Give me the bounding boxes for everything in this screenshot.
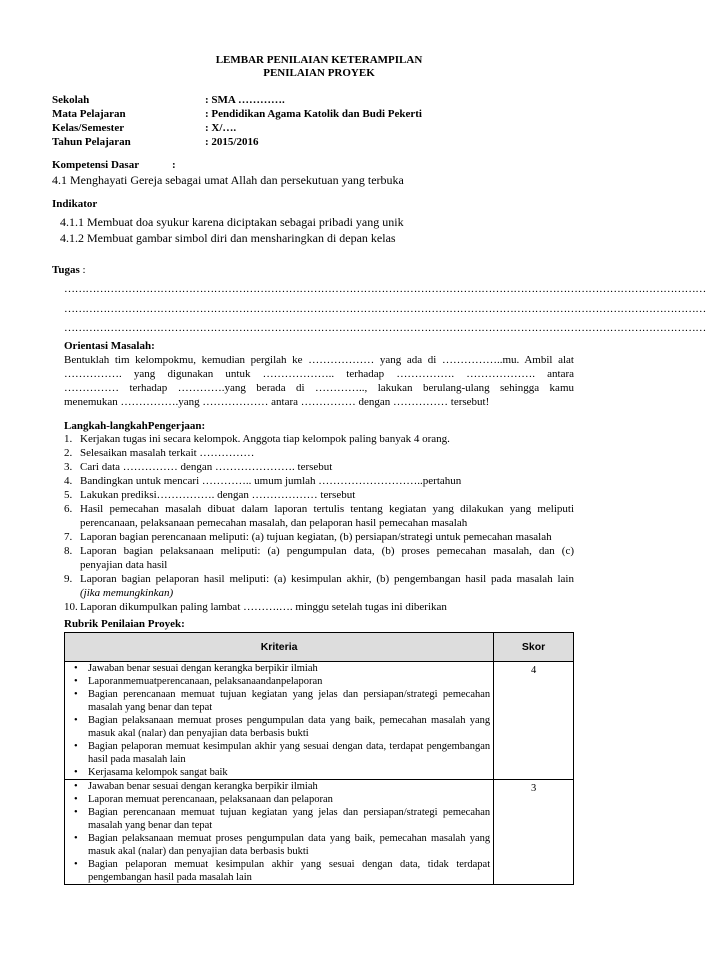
langkah-num-8: 8. xyxy=(64,545,73,557)
rubrik-header-kriteria: Kriteria xyxy=(65,633,494,662)
document-subtitle: PENILAIAN PROYEK xyxy=(263,67,375,79)
langkah-num-4: 4. xyxy=(64,475,73,487)
criteria-item: • Bagian perencanaan memuat tujuan kegiatan yang jelas dan persiapan/strategi pemecahan masalah yang benar dan tepat xyxy=(88,688,490,714)
langkah-text-8: Laporan bagian pelaksanaan meliputi: (a) pengumpulan data, (b) proses pemecahan masalah, dan (c) xyxy=(80,545,574,557)
criteria-item: • Jawaban benar sesuai dengan kerangka berpikir ilmiah xyxy=(88,662,490,675)
criteria-item: • Bagian pelaporan memuat kesimpulan akhir yang sesuai dengan data, terdapat pengembangan hasil pada masalah lain xyxy=(88,740,490,766)
langkah-num-9: 9. xyxy=(64,573,73,585)
rubrik-score-cell: 3 xyxy=(494,780,574,885)
rubrik-criteria-cell xyxy=(65,662,494,780)
langkah-text-4: Bandingkan untuk mencari ………….. umum jumlah ………………………..pertahun xyxy=(80,475,462,487)
langkah-num-7: 7. xyxy=(64,531,73,543)
kompetensi-colon: : xyxy=(172,159,176,171)
rubrik-criteria-cell xyxy=(65,780,494,885)
info-label-kelas: Kelas/Semester xyxy=(52,122,125,134)
langkah-text-9: Laporan bagian pelaporan hasil meliputi: (a) kesimpulan akhir, (b) pengembangan hasil pada masalah lain xyxy=(80,573,574,585)
rubrik-header-row xyxy=(65,633,574,662)
criteria-item: • Laporanmemuatperencanaan, pelaksanaandanpelaporan xyxy=(88,675,490,688)
rubrik-row-4 xyxy=(65,662,574,780)
langkah-heading: Langkah-langkahPengerjaan: xyxy=(64,420,206,432)
criteria-list xyxy=(68,662,490,779)
info-value-kelas: : X/…. xyxy=(205,122,237,134)
rubrik-header-skor: Skor xyxy=(494,633,574,662)
rubrik-row-3 xyxy=(65,780,574,885)
langkah-num-6: 6. xyxy=(64,503,73,515)
info-label-tahun: Tahun Pelajaran xyxy=(52,136,131,148)
tugas-heading xyxy=(52,264,86,277)
tugas-dotted-line-3: ……………………………………………………………………………………………………………………………………………………………… xyxy=(64,322,706,334)
info-value-tahun: : 2015/2016 xyxy=(205,136,259,148)
rubrik-heading: Rubrik Penilaian Proyek: xyxy=(64,618,185,630)
criteria-item: • Laporan memuat perencanaan, pelaksanaan dan pelaporan xyxy=(88,793,490,806)
langkah-num-10: 10. xyxy=(64,601,78,613)
info-label-mapel: Mata Pelajaran xyxy=(52,108,126,120)
orientasi-heading: Orientasi Masalah: xyxy=(64,340,155,352)
langkah-text-2: Selesaikan masalah terkait …………… xyxy=(80,447,255,459)
info-value-mapel: : Pendidikan Agama Katolik dan Budi Pekerti xyxy=(205,108,422,120)
criteria-item: • Bagian pelaporan memuat kesimpulan akhir yang sesuai dengan data, tidak terdapat pengembangan hasil pada masalah lain xyxy=(88,858,490,884)
tugas-label: Tugas xyxy=(52,264,80,276)
langkah-text-5: Lakukan prediksi……………. dengan ……………… tersebut xyxy=(80,489,356,501)
langkah-text-10: Laporan dikumpulkan paling lambat ……….…. minggu setelah tugas ini diberikan xyxy=(80,601,447,613)
langkah-text-9-cont: (jika memungkinkan) xyxy=(80,587,174,599)
criteria-item: • Kerjasama kelompok sangat baik xyxy=(88,766,490,779)
orientasi-line-3: …………… terhadap ………….yang berada di ………….., lakukan berulang-ulang sehingga kamu xyxy=(64,382,574,394)
document-title: LEMBAR PENILAIAN KETERAMPILAN xyxy=(215,54,423,66)
langkah-num-1: 1. xyxy=(64,433,73,445)
langkah-text-7: Laporan bagian perencanaan meliputi: (a) tujuan kegiatan, (b) persiapan/strategi untuk pemecahan masalah xyxy=(80,531,552,543)
orientasi-line-4: menemukan …………….yang ……………… antara …………… dengan …………… tersebut! xyxy=(64,396,490,408)
tugas-dotted-line-1: ……………………………………………………………………………………………………………………………………………………………… xyxy=(64,283,706,295)
criteria-item: • Bagian perencanaan memuat tujuan kegiatan yang jelas dan persiapan/strategi pemecahan masalah yang benar dan tepat xyxy=(88,806,490,832)
indikator-item-1: 4.1.1 Membuat doa syukur karena diciptakan sebagai pribadi yang unik xyxy=(60,215,404,229)
langkah-text-8-cont: penyajian data hasil xyxy=(80,559,168,571)
tugas-colon: : xyxy=(79,264,86,276)
criteria-list xyxy=(68,780,490,884)
info-value-sekolah: : SMA …………. xyxy=(205,94,285,106)
rubrik-table xyxy=(64,632,574,885)
langkah-num-5: 5. xyxy=(64,489,73,501)
orientasi-line-1: Bentuklah tim kelompokmu, kemudian pergilah ke ……………… yang ada di ……………..mu. Ambil alat xyxy=(64,354,574,366)
langkah-num-3: 3. xyxy=(64,461,73,473)
indikator-item-2: 4.1.2 Membuat gambar simbol diri dan mensharingkan di depan kelas xyxy=(60,231,396,245)
rubrik-score-cell: 4 xyxy=(494,662,574,780)
criteria-item: • Jawaban benar sesuai dengan kerangka berpikir ilmiah xyxy=(88,780,490,793)
tugas-dotted-line-2: ……………………………………………………………………………………………………………………………………………………………… xyxy=(64,303,706,315)
langkah-text-1: Kerjakan tugas ini secara kelompok. Anggota tiap kelompok paling banyak 4 orang. xyxy=(80,433,450,445)
indikator-label: Indikator xyxy=(52,198,98,210)
kompetensi-text: 4.1 Menghayati Gereja sebagai umat Allah dan persekutuan yang terbuka xyxy=(52,173,404,187)
langkah-text-6: Hasil pemecahan masalah dibuat dalam laporan tertulis tentang kegiatan yang dilakukan yang meliputi xyxy=(80,503,574,515)
orientasi-line-2: ……………. yang digunakan untuk ……………….. terhadap ……………. ………………. antara xyxy=(64,368,574,380)
langkah-text-6-cont: perencanaan, pelaksanaan pemecahan masalah, dan pelaporan hasil pemecahan masalah xyxy=(80,517,468,529)
langkah-num-2: 2. xyxy=(64,447,73,459)
kompetensi-label: Kompetensi Dasar xyxy=(52,159,140,171)
langkah-text-3: Cari data …………… dengan …………………. tersebut xyxy=(80,461,333,473)
criteria-item: • Bagian pelaksanaan memuat proses pengumpulan data yang baik, pemecahan masalah yang masuk akal (nalar) dan penyajian data berbasis bukti xyxy=(88,714,490,740)
info-label-sekolah: Sekolah xyxy=(52,94,90,106)
criteria-item: • Bagian pelaksanaan memuat proses pengumpulan data yang baik, pemecahan masalah yang masuk akal (nalar) dan penyajian data berbasis bukti xyxy=(88,832,490,858)
